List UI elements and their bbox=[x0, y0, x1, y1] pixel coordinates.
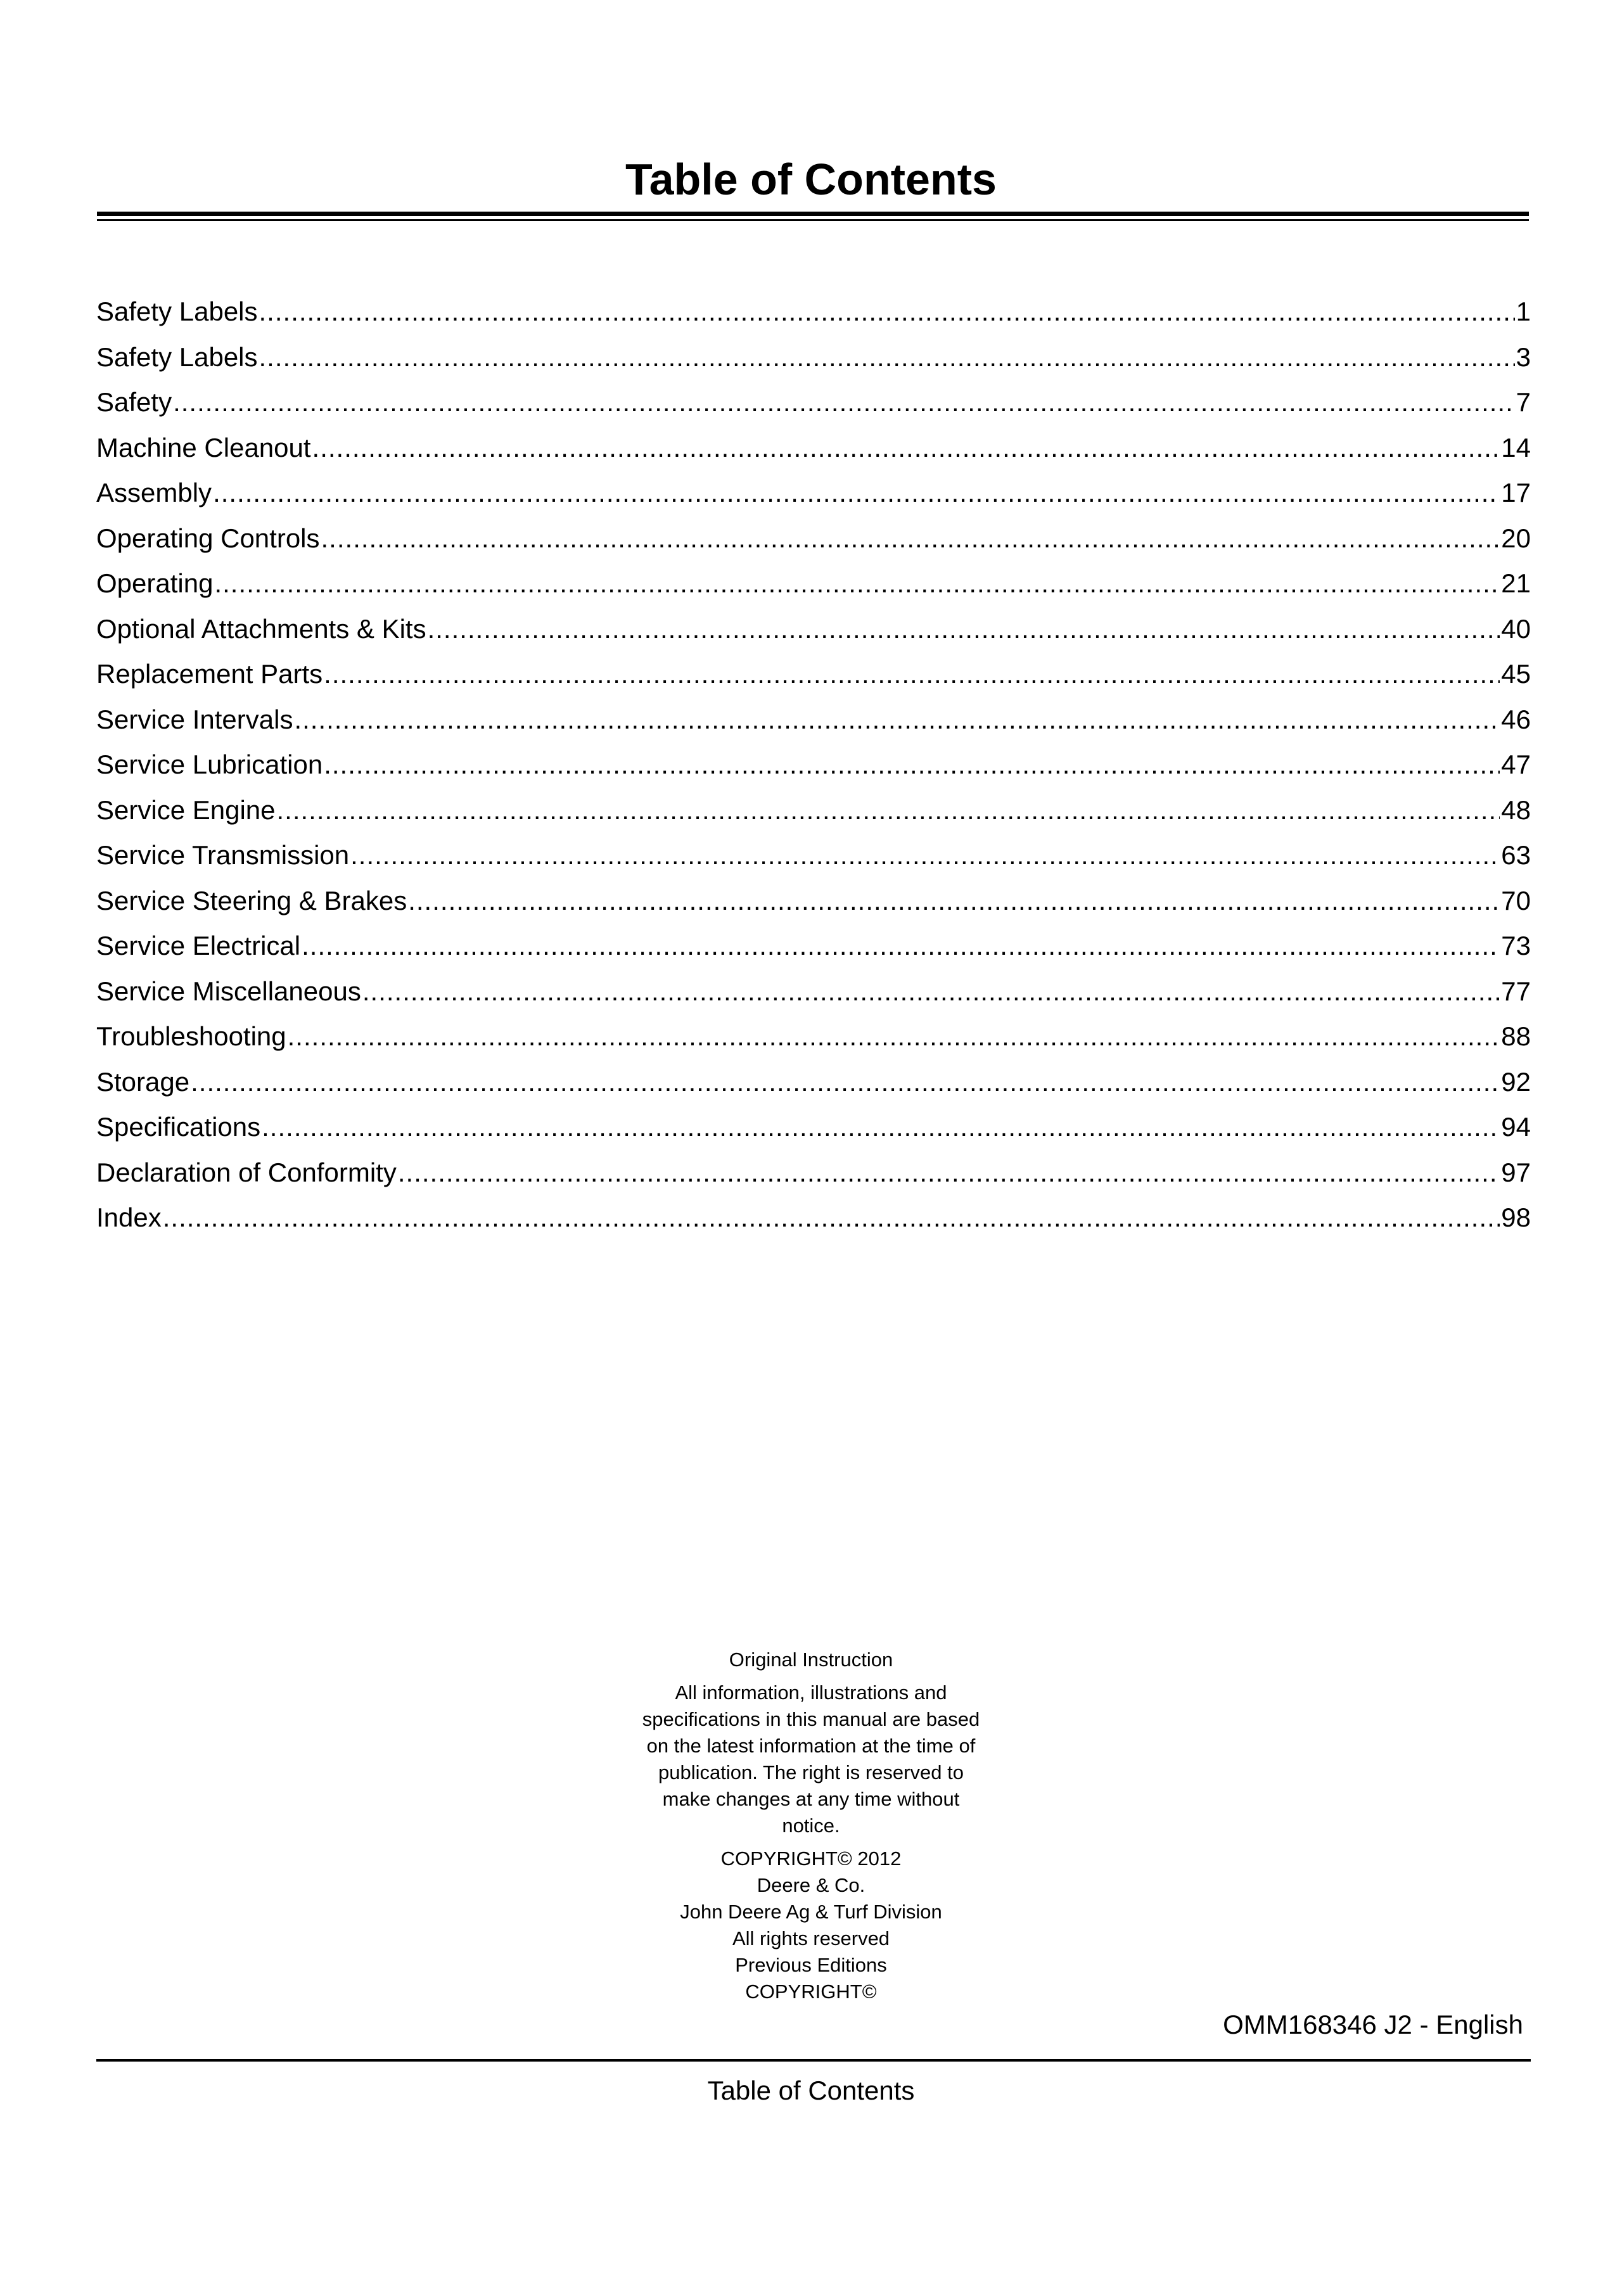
toc-entry-page: 3 bbox=[1516, 341, 1531, 372]
toc-entry-page: 7 bbox=[1516, 387, 1531, 417]
toc-entry-page: 14 bbox=[1501, 432, 1531, 462]
toc-entry-label: Machine Cleanout bbox=[96, 432, 311, 462]
toc-entry[interactable] bbox=[96, 1195, 1531, 1240]
toc-entry-label: Service Electrical bbox=[96, 931, 301, 960]
toc-dot-leader bbox=[214, 561, 1500, 606]
toc-entry-page: 46 bbox=[1501, 704, 1531, 734]
toc-list bbox=[96, 289, 1531, 1240]
toc-entry-label: Troubleshooting bbox=[96, 1021, 286, 1051]
copyright-line: COPYRIGHT© 2012 bbox=[720, 1847, 902, 1870]
toc-entry[interactable] bbox=[96, 516, 1531, 561]
notice-line: make changes at any time without bbox=[662, 1788, 960, 1810]
toc-entry-page: 97 bbox=[1501, 1157, 1531, 1187]
toc-entry[interactable] bbox=[96, 425, 1531, 471]
toc-entry-label: Service Transmission bbox=[96, 840, 350, 870]
toc-entry-page: 98 bbox=[1501, 1202, 1531, 1232]
toc-entry[interactable] bbox=[96, 606, 1531, 652]
toc-entry[interactable] bbox=[96, 1104, 1531, 1150]
toc-dot-leader bbox=[302, 923, 1500, 969]
toc-dot-leader bbox=[324, 742, 1500, 788]
toc-entry-page: 17 bbox=[1501, 478, 1531, 507]
toc-entry-page: 70 bbox=[1501, 885, 1531, 915]
toc-entry-label: Service Miscellaneous bbox=[96, 976, 361, 1006]
copyright-line: Previous Editions bbox=[735, 1954, 887, 1976]
toc-entry-label: Storage bbox=[96, 1066, 190, 1097]
toc-entry[interactable] bbox=[96, 470, 1531, 516]
toc-entry[interactable] bbox=[96, 788, 1531, 833]
toc-entry-label: Safety bbox=[96, 387, 172, 417]
toc-entry[interactable] bbox=[96, 969, 1531, 1014]
toc-entry[interactable] bbox=[96, 697, 1531, 743]
toc-entry-page: 45 bbox=[1501, 659, 1531, 689]
notice-line: notice. bbox=[782, 1814, 840, 1837]
toc-dot-leader bbox=[259, 289, 1515, 335]
toc-dot-leader bbox=[259, 335, 1515, 380]
toc-dot-leader bbox=[408, 878, 1500, 924]
toc-dot-leader bbox=[428, 606, 1500, 652]
toc-entry-label: Safety Labels bbox=[96, 341, 258, 372]
page-title: Table of Contents bbox=[625, 155, 997, 204]
toc-entry[interactable] bbox=[96, 923, 1531, 969]
toc-entry-label: Operating Controls bbox=[96, 523, 320, 553]
toc-entry[interactable] bbox=[96, 878, 1531, 924]
toc-entry-label: Replacement Parts bbox=[96, 659, 323, 689]
copyright-line: All rights reserved bbox=[732, 1927, 890, 1949]
copyright-line: John Deere Ag & Turf Division bbox=[680, 1901, 942, 1923]
toc-entry-label: Operating bbox=[96, 568, 214, 598]
toc-entry[interactable] bbox=[96, 561, 1531, 606]
toc-dot-leader bbox=[324, 651, 1500, 697]
toc-entry-label: Service Engine bbox=[96, 794, 276, 825]
toc-entry[interactable] bbox=[96, 1059, 1531, 1105]
toc-entry-page: 47 bbox=[1501, 749, 1531, 779]
copyright-block bbox=[621, 1846, 1001, 2005]
notice-line: All information, illustrations and bbox=[675, 1681, 947, 1704]
toc-entry-page: 20 bbox=[1501, 523, 1531, 553]
toc-dot-leader bbox=[213, 470, 1500, 516]
toc-entry-page: 1 bbox=[1516, 297, 1531, 326]
toc-entry[interactable] bbox=[96, 832, 1531, 878]
toc-entry-page: 92 bbox=[1501, 1066, 1531, 1097]
toc-entry-page: 63 bbox=[1501, 840, 1531, 870]
toc-dot-leader bbox=[262, 1104, 1500, 1150]
toc-entry-label: Specifications bbox=[96, 1112, 261, 1142]
toc-entry[interactable] bbox=[96, 335, 1531, 380]
toc-entry-page: 88 bbox=[1501, 1021, 1531, 1051]
toc-entry-page: 77 bbox=[1501, 976, 1531, 1006]
copyright-line: COPYRIGHT© bbox=[745, 1980, 877, 2003]
copyright-line: Deere & Co. bbox=[757, 1874, 865, 1896]
footer-title: Table of Contents bbox=[707, 2076, 915, 2105]
toc-entry-label: Safety Labels bbox=[96, 297, 258, 326]
toc-entry-label: Service Intervals bbox=[96, 704, 293, 734]
toc-entry-label: Service Steering & Brakes bbox=[96, 885, 407, 915]
toc-dot-leader bbox=[173, 379, 1515, 425]
toc-entry[interactable] bbox=[96, 651, 1531, 697]
original-instruction-text: Original Instruction bbox=[729, 1649, 893, 1671]
notice-line: publication. The right is reserved to bbox=[658, 1761, 964, 1783]
toc-entry[interactable] bbox=[96, 1150, 1531, 1196]
toc-entry[interactable] bbox=[96, 379, 1531, 425]
toc-entry-label: Declaration of Conformity bbox=[96, 1157, 397, 1187]
toc-entry[interactable] bbox=[96, 742, 1531, 788]
toc-dot-leader bbox=[362, 969, 1500, 1014]
notice-line: on the latest information at the time of bbox=[646, 1735, 976, 1757]
toc-dot-leader bbox=[321, 516, 1500, 561]
toc-dot-leader bbox=[191, 1059, 1500, 1105]
toc-entry-page: 21 bbox=[1501, 568, 1531, 598]
toc-dot-leader bbox=[294, 697, 1500, 743]
toc-dot-leader bbox=[288, 1014, 1500, 1059]
toc-dot-leader bbox=[277, 788, 1500, 833]
toc-entry[interactable] bbox=[96, 289, 1531, 335]
notice-body bbox=[621, 1680, 1001, 1839]
toc-dot-leader bbox=[312, 425, 1500, 471]
toc-dot-leader bbox=[163, 1195, 1500, 1240]
toc-entry-label: Optional Attachments & Kits bbox=[96, 613, 426, 644]
toc-dot-leader bbox=[350, 832, 1500, 878]
title-rule-thin bbox=[97, 219, 1529, 221]
toc-entry-label: Service Lubrication bbox=[96, 749, 323, 779]
toc-entry-page: 73 bbox=[1501, 931, 1531, 960]
toc-entry-label: Index bbox=[96, 1202, 162, 1232]
toc-entry-page: 40 bbox=[1501, 613, 1531, 644]
toc-entry[interactable] bbox=[96, 1014, 1531, 1059]
toc-entry-page: 94 bbox=[1501, 1112, 1531, 1142]
toc-entry-page: 48 bbox=[1501, 794, 1531, 825]
document-code: OMM168346 J2 - English bbox=[1223, 2010, 1523, 2039]
footer-rule bbox=[96, 2059, 1531, 2062]
title-rule-thick bbox=[97, 212, 1529, 216]
toc-entry-label: Assembly bbox=[96, 478, 212, 507]
toc-dot-leader bbox=[398, 1150, 1500, 1196]
notice-line: specifications in this manual are based bbox=[642, 1708, 980, 1730]
